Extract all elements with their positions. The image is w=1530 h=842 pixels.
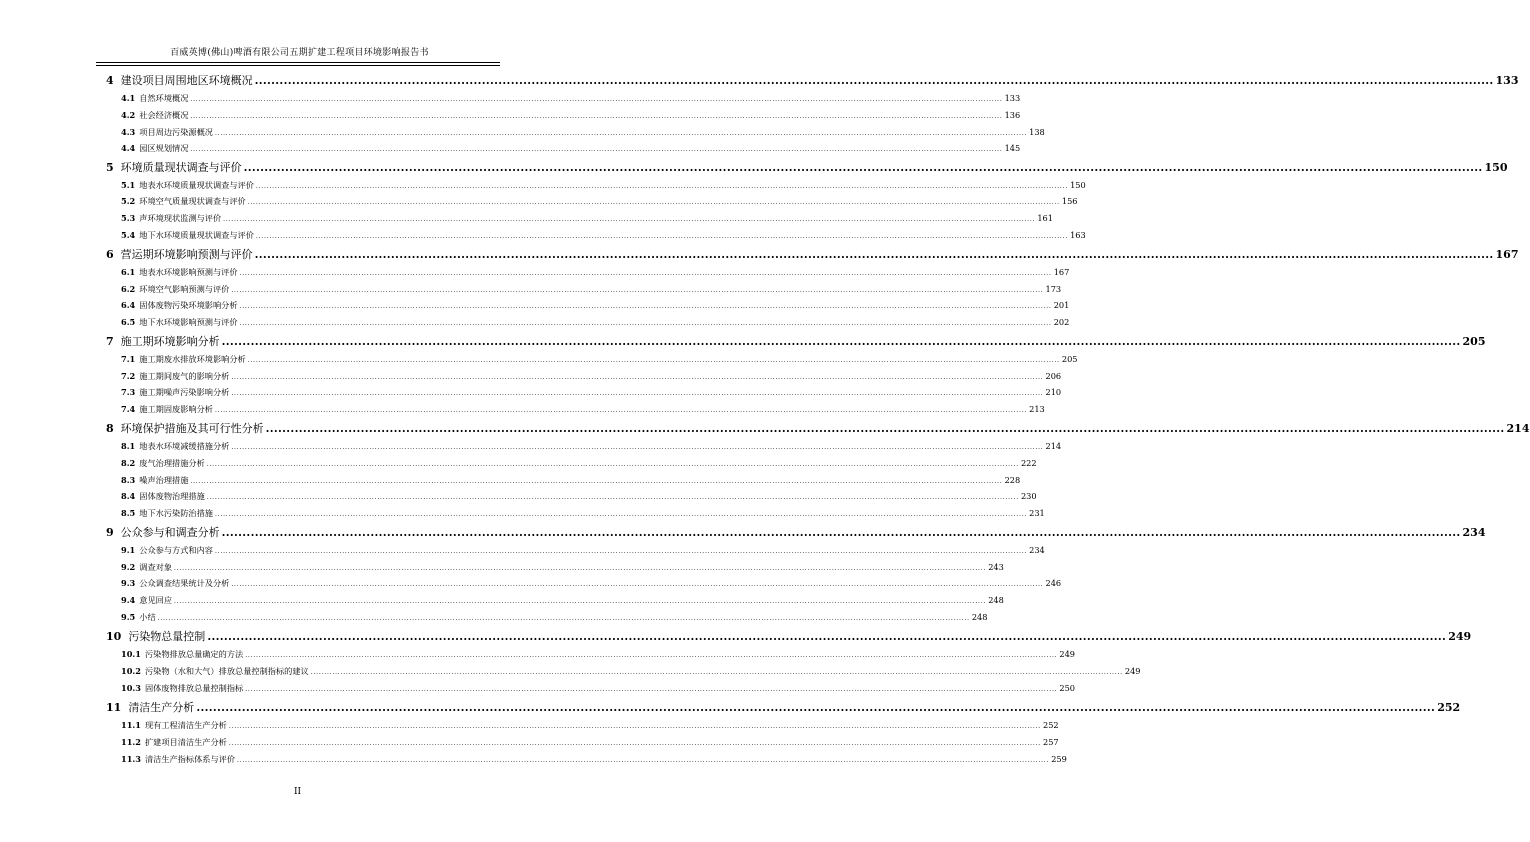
- toc-section[interactable]: [121, 213, 1053, 224]
- toc-page-number: 228: [1004, 475, 1021, 485]
- toc-page-number: 136: [1004, 110, 1021, 120]
- toc-title: 施工期固废影响分析: [139, 404, 213, 414]
- toc-number: 8.5: [121, 508, 136, 518]
- dot-leader: ............................................................................................................................................................................................................................................................................................................: [214, 548, 1028, 555]
- dot-leader: ............................................................................................................................................................................................................................................................................................................: [245, 686, 1058, 693]
- toc-title: 地表水环境质量现状调查与评价: [139, 180, 254, 190]
- toc-title: 公众参与和调查分析: [120, 526, 220, 539]
- toc-title: 地表水环境影响预测与评价: [139, 267, 238, 277]
- toc-number: 6: [106, 248, 114, 261]
- toc-page-number: 205: [1462, 335, 1486, 348]
- toc-number: 10.1: [121, 649, 141, 659]
- dot-leader: ............................................................................................................................................................................................................................................................................................................: [243, 161, 1483, 174]
- dot-leader: ............................................................................................................................................................................................................................................................................................................: [239, 270, 1052, 277]
- toc-number: 11.3: [121, 754, 141, 764]
- toc-page-number: 210: [1045, 387, 1062, 397]
- toc-page-number: 234: [1462, 526, 1486, 539]
- toc-chapter[interactable]: [106, 524, 1486, 540]
- dot-leader: ............................................................................................................................................................................................................................................................................................................: [214, 511, 1028, 518]
- toc-section[interactable]: [121, 754, 1067, 765]
- toc-number: 5.1: [121, 180, 136, 190]
- toc-section[interactable]: [121, 666, 1141, 677]
- toc-section[interactable]: [121, 545, 1045, 556]
- toc-page-number: 205: [1061, 354, 1078, 364]
- toc-section[interactable]: [121, 93, 1021, 104]
- dot-leader: ............................................................................................................................................................................................................................................................................................................: [214, 407, 1028, 414]
- dot-leader: ............................................................................................................................................................................................................................................................................................................: [221, 526, 1461, 539]
- toc-section[interactable]: [121, 267, 1070, 278]
- toc-number: 5.2: [121, 196, 136, 206]
- dot-leader: ............................................................................................................................................................................................................................................................................................................: [231, 287, 1044, 294]
- toc-title: 园区规划情况: [139, 143, 189, 153]
- toc-number: 7.1: [121, 354, 136, 364]
- toc-section[interactable]: [121, 595, 1004, 606]
- toc-section[interactable]: [121, 612, 988, 623]
- toc-page-number: 248: [971, 612, 988, 622]
- toc-number: 9.3: [121, 578, 136, 588]
- toc-section[interactable]: [121, 404, 1045, 415]
- toc-number: 9.1: [121, 545, 136, 555]
- toc-title: 调查对象: [139, 562, 173, 572]
- toc-page-number: 163: [1070, 230, 1086, 240]
- dot-leader: ............................................................................................................................................................................................................................................................................................................: [190, 478, 1003, 485]
- toc-number: 4.4: [121, 143, 136, 153]
- toc-page-number: 150: [1484, 161, 1508, 174]
- dot-leader: ............................................................................................................................................................................................................................................................................................................: [231, 581, 1044, 588]
- toc-section[interactable]: [121, 371, 1062, 382]
- toc-number: 6.5: [121, 317, 136, 327]
- toc-page-number: 246: [1045, 578, 1062, 588]
- toc-section[interactable]: [121, 230, 1086, 241]
- toc-title: 地下水环境影响预测与评价: [139, 317, 238, 327]
- toc-page-number: 201: [1053, 300, 1070, 310]
- toc-page-number: 202: [1053, 317, 1070, 327]
- toc-number: 11.1: [121, 720, 141, 730]
- toc-number: 9: [106, 526, 114, 539]
- dot-leader: ............................................................................................................................................................................................................................................................................................................: [206, 461, 1019, 468]
- toc-section[interactable]: [121, 387, 1062, 398]
- toc-number: 8.1: [121, 441, 136, 451]
- toc-chapter[interactable]: [106, 159, 1508, 175]
- toc-page-number: 156: [1061, 196, 1078, 206]
- toc-page-number: 248: [988, 595, 1004, 605]
- dot-leader: ............................................................................................................................................................................................................................................................................................................: [214, 130, 1028, 137]
- toc-title: 社会经济概况: [139, 110, 189, 120]
- toc-section[interactable]: [121, 180, 1086, 191]
- dot-leader: ............................................................................................................................................................................................................................................................................................................: [237, 757, 1050, 764]
- toc-number: 9.5: [121, 612, 136, 622]
- toc-page-number: 206: [1045, 371, 1062, 381]
- dot-leader: ............................................................................................................................................................................................................................................................................................................: [223, 216, 1036, 223]
- dot-leader: ............................................................................................................................................................................................................................................................................................................: [254, 248, 1494, 261]
- dot-leader: ............................................................................................................................................................................................................................................................................................................: [231, 374, 1044, 381]
- toc-number: 4.3: [121, 127, 136, 137]
- toc-chapter[interactable]: [106, 246, 1519, 262]
- toc-number: 7: [106, 335, 114, 348]
- toc-title: 环境保护措施及其可行性分析: [120, 422, 264, 435]
- toc-title: 施工期环境影响分析: [120, 335, 220, 348]
- toc-title: 建设项目周围地区环境概况: [120, 74, 253, 87]
- dot-leader: ............................................................................................................................................................................................................................................................................................................: [255, 183, 1069, 190]
- dot-leader: ............................................................................................................................................................................................................................................................................................................: [190, 113, 1003, 120]
- toc-number: 11.2: [121, 737, 141, 747]
- toc-title: 污染物总量控制: [128, 630, 206, 643]
- toc-page-number: 257: [1043, 737, 1059, 747]
- toc-page-number: 214: [1045, 441, 1062, 451]
- toc-section[interactable]: [121, 508, 1045, 519]
- toc-title: 营运期环境影响预测与评价: [120, 248, 253, 261]
- toc-section[interactable]: [121, 649, 1076, 660]
- toc-page-number: 249: [1124, 666, 1141, 676]
- toc-section[interactable]: [121, 441, 1062, 452]
- toc-title: 地下水环境质量现状调查与评价: [139, 230, 254, 240]
- toc-title: 地表水环境减缓措施分析: [139, 441, 230, 451]
- toc-number: 5: [106, 161, 114, 174]
- toc-page-number: 213: [1029, 404, 1045, 414]
- toc-number: 6.2: [121, 284, 136, 294]
- dot-leader: ............................................................................................................................................................................................................................................................................................................: [157, 615, 970, 622]
- toc-section[interactable]: [121, 127, 1045, 138]
- toc-title: 清洁生产分析: [128, 701, 195, 714]
- toc-page-number: 133: [1004, 93, 1021, 103]
- toc-number: 8.4: [121, 491, 136, 501]
- toc-page-number: 222: [1020, 458, 1037, 468]
- toc-title: 扩建项目清洁生产分析: [144, 737, 227, 747]
- toc-section[interactable]: [121, 196, 1078, 207]
- dot-leader: ............................................................................................................................................................................................................................................................................................................: [247, 357, 1060, 364]
- toc-section[interactable]: [121, 354, 1078, 365]
- toc-title: 环境空气影响预测与评价: [139, 284, 230, 294]
- toc-section[interactable]: [121, 284, 1062, 295]
- toc-page-number: 173: [1045, 284, 1062, 294]
- toc-title: 现有工程清洁生产分析: [144, 720, 227, 730]
- toc-page-number: 252: [1437, 701, 1461, 714]
- toc-section[interactable]: [121, 737, 1059, 748]
- toc-number: 7.2: [121, 371, 136, 381]
- toc-page-number: 214: [1506, 422, 1530, 435]
- toc-title: 污染物（水和大气）排放总量控制指标的建议: [144, 666, 309, 676]
- dot-leader: ............................................................................................................................................................................................................................................................................................................: [206, 494, 1019, 501]
- toc-number: 5.3: [121, 213, 136, 223]
- dot-leader: ............................................................................................................................................................................................................................................................................................................: [228, 740, 1042, 747]
- toc-section[interactable]: [121, 562, 1004, 573]
- toc-number: 7.3: [121, 387, 136, 397]
- toc-number: 7.4: [121, 404, 136, 414]
- toc-number: 8: [106, 422, 114, 435]
- toc-title: 公众调查结果统计及分析: [139, 578, 230, 588]
- dot-leader: ............................................................................................................................................................................................................................................................................................................: [239, 303, 1052, 310]
- dot-leader: ............................................................................................................................................................................................................................................................................................................: [196, 701, 1436, 714]
- toc-page-number: 133: [1495, 74, 1519, 87]
- toc-page-number: 230: [1020, 491, 1037, 501]
- toc-title: 环境空气质量现状调查与评价: [139, 196, 246, 206]
- toc-page-number: 234: [1029, 545, 1045, 555]
- dot-leader: ............................................................................................................................................................................................................................................................................................................: [174, 598, 987, 605]
- toc-number: 11: [106, 701, 122, 714]
- toc-section[interactable]: [121, 720, 1059, 731]
- toc-section[interactable]: [121, 491, 1037, 502]
- toc-number: 10.2: [121, 666, 141, 676]
- toc-number: 8.2: [121, 458, 136, 468]
- toc-number: 4.1: [121, 93, 136, 103]
- toc-chapter[interactable]: [106, 628, 1472, 644]
- toc-number: 10: [106, 630, 122, 643]
- dot-leader: ............................................................................................................................................................................................................................................................................................................: [239, 320, 1052, 327]
- dot-leader: ............................................................................................................................................................................................................................................................................................................: [207, 630, 1447, 643]
- toc-title: 固体废物污染环境影响分析: [139, 300, 238, 310]
- toc-title: 施工期废水排放环境影响分析: [139, 354, 246, 364]
- toc-page-number: 259: [1051, 754, 1067, 764]
- toc-title: 清洁生产指标体系与评价: [144, 754, 236, 764]
- toc-page-number: 243: [988, 562, 1004, 572]
- toc-chapter[interactable]: [106, 72, 1519, 88]
- toc-title: 环境质量现状调查与评价: [120, 161, 242, 174]
- toc-number: 8.3: [121, 475, 136, 485]
- toc-title: 小结: [139, 612, 156, 622]
- toc-number: 6.1: [121, 267, 136, 277]
- toc-section[interactable]: [121, 317, 1070, 328]
- dot-leader: ............................................................................................................................................................................................................................................................................................................: [190, 146, 1003, 153]
- toc-title: 地下水污染防治措施: [139, 508, 213, 518]
- dot-leader: ............................................................................................................................................................................................................................................................................................................: [310, 669, 1123, 676]
- dot-leader: ............................................................................................................................................................................................................................................................................................................: [255, 233, 1069, 240]
- toc-title: 公众参与方式和内容: [139, 545, 213, 555]
- toc-title: 噪声治理措施: [139, 475, 189, 485]
- toc-title: 施工期噪声污染影响分析: [139, 387, 230, 397]
- toc-title: 固体废物治理措施: [139, 491, 205, 501]
- page-number: II: [293, 787, 302, 797]
- toc-number: 5.4: [121, 230, 136, 240]
- toc-section[interactable]: [121, 475, 1021, 486]
- toc-page-number: 249: [1059, 649, 1076, 659]
- toc-number: 4.2: [121, 110, 136, 120]
- toc-section[interactable]: [121, 458, 1037, 469]
- toc-title: 声环境现状监测与评价: [139, 213, 222, 223]
- running-header: 百威英博(佛山)啤酒有限公司五期扩建工程项目环境影响报告书: [170, 48, 429, 58]
- toc-page-number: 231: [1029, 508, 1045, 518]
- toc-title: 意见回应: [139, 595, 173, 605]
- dot-leader: ............................................................................................................................................................................................................................................................................................................: [245, 652, 1058, 659]
- toc-title: 项目周边污染源概况: [139, 127, 213, 137]
- dot-leader: ............................................................................................................................................................................................................................................................................................................: [231, 444, 1044, 451]
- toc-page-number: 167: [1495, 248, 1519, 261]
- toc-chapter[interactable]: [106, 333, 1486, 349]
- toc-page-number: 145: [1004, 143, 1021, 153]
- toc-section[interactable]: [121, 683, 1076, 694]
- dot-leader: ............................................................................................................................................................................................................................................................................................................: [247, 199, 1060, 206]
- toc-number: 9.4: [121, 595, 136, 605]
- dot-leader: ............................................................................................................................................................................................................................................................................................................: [265, 422, 1505, 435]
- toc-section[interactable]: [121, 143, 1021, 154]
- toc-title: 固体废物排放总量控制指标: [144, 683, 244, 693]
- dot-leader: ............................................................................................................................................................................................................................................................................................................: [221, 335, 1461, 348]
- toc-number: 10.3: [121, 683, 141, 693]
- toc-chapter[interactable]: [106, 699, 1461, 715]
- toc-title: 自然环境概况: [139, 93, 189, 103]
- dot-leader: ............................................................................................................................................................................................................................................................................................................: [254, 74, 1494, 87]
- toc-title: 废气治理措施分析: [139, 458, 205, 468]
- dot-leader: ............................................................................................................................................................................................................................................................................................................: [174, 565, 987, 572]
- toc-section[interactable]: [121, 578, 1062, 589]
- toc-page-number: 138: [1029, 127, 1045, 137]
- dot-leader: ............................................................................................................................................................................................................................................................................................................: [228, 723, 1042, 730]
- toc-chapter[interactable]: [106, 420, 1530, 436]
- toc-page-number: 249: [1448, 630, 1472, 643]
- toc-number: 6.4: [121, 300, 136, 310]
- toc-section[interactable]: [121, 110, 1021, 121]
- toc-page-number: 252: [1043, 720, 1059, 730]
- toc-page-number: 150: [1070, 180, 1086, 190]
- toc-page-number: 161: [1037, 213, 1053, 223]
- dot-leader: ............................................................................................................................................................................................................................................................................................................: [231, 390, 1044, 397]
- toc-page-number: 167: [1053, 267, 1070, 277]
- toc-section[interactable]: [121, 300, 1070, 311]
- toc-number: 4: [106, 74, 114, 87]
- toc-page-number: 250: [1059, 683, 1076, 693]
- toc-number: 9.2: [121, 562, 136, 572]
- toc-title: 污染物排放总量确定的方法: [144, 649, 244, 659]
- dot-leader: ............................................................................................................................................................................................................................................................................................................: [190, 96, 1003, 103]
- toc-title: 施工期间废气的影响分析: [139, 371, 230, 381]
